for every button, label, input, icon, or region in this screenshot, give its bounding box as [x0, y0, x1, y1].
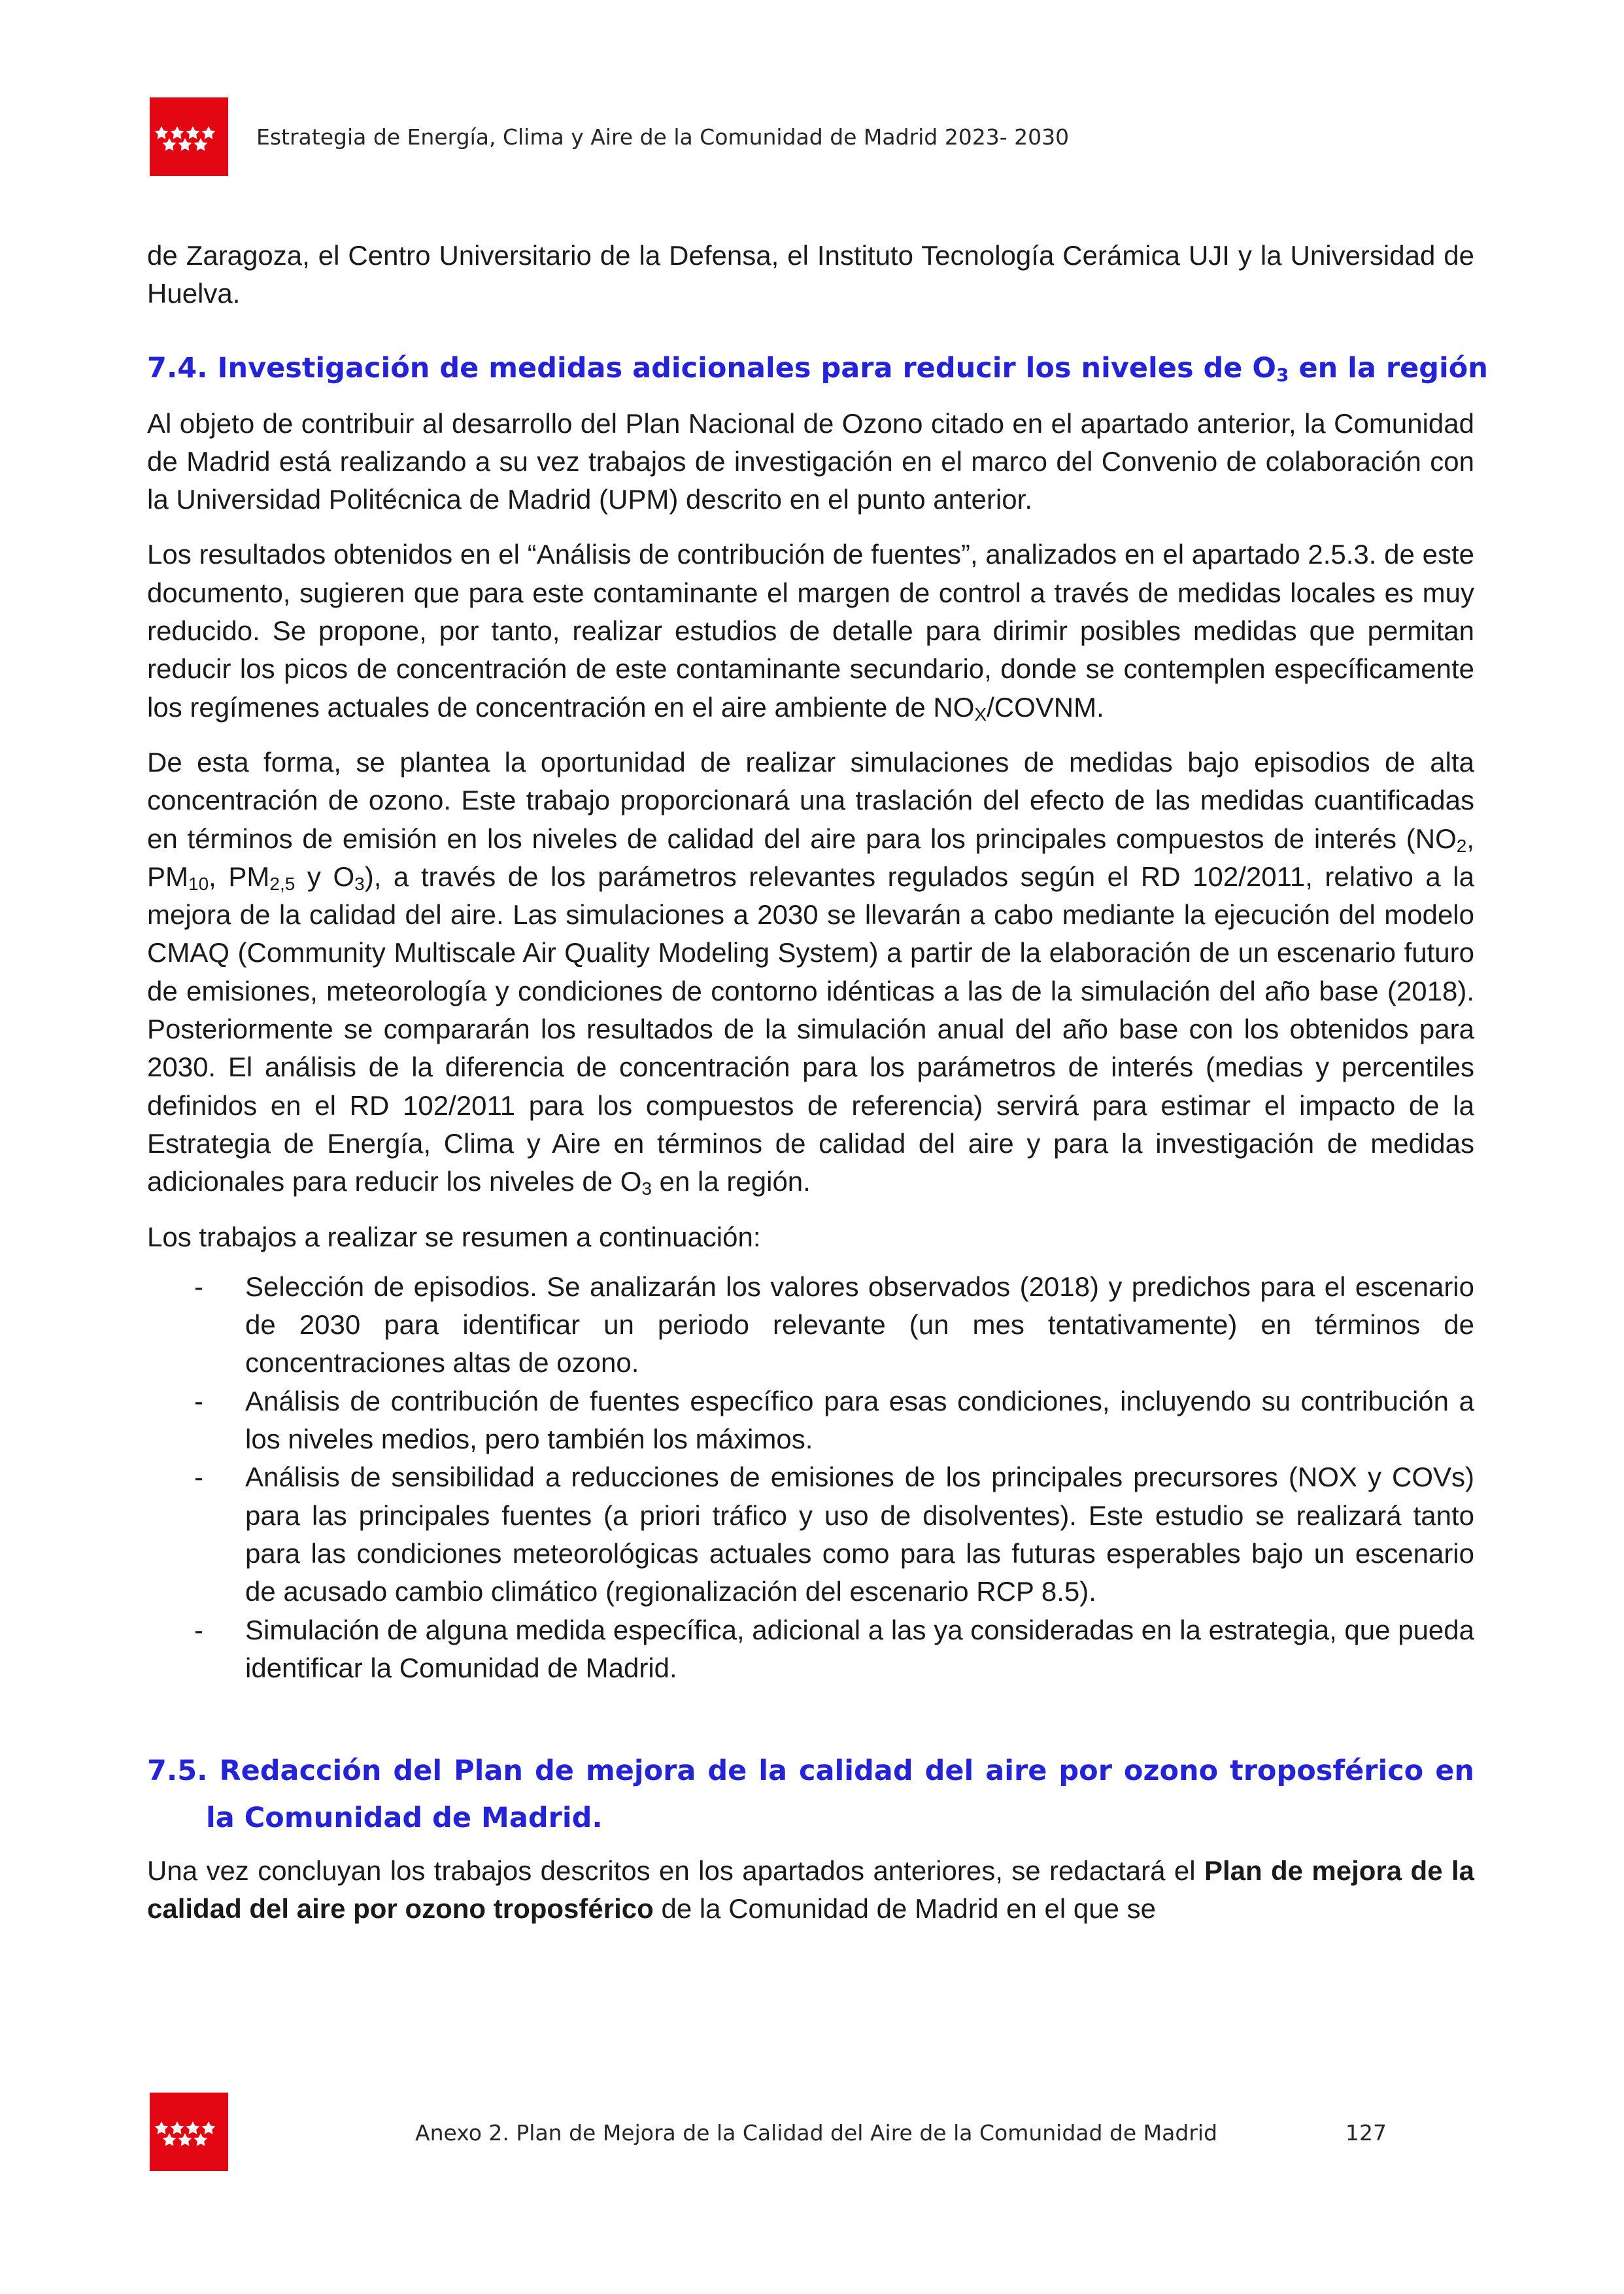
- section-7-4-paragraph-4: Los trabajos a realizar se resumen a continuación:: [147, 1221, 761, 1252]
- section-7-4-heading: 7.4. Investigación de medidas adicionales para reducir los niveles de $O_3$ en la región: [147, 351, 1488, 386]
- seven-stars-icon: [150, 97, 228, 176]
- list-item: - Análisis de sensibilidad a reducciones de emisiones de los principales precursores (NOX y COVs) para las principales fuentes (a priori tráfico y uso de disolventes). Este estudio se realizará tanto para las condiciones meteorológicas actuales como para las futuras esperables bajo un escenario de acusado cambio climático (regionalización del escenario RCP 8.5).: [147, 1458, 1474, 1611]
- work-items-list: [147, 1268, 1474, 1687]
- list-dash-marker: -: [194, 1462, 203, 1493]
- document-header-title: Estrategia de Energía, Clima y Aire de la Comunidad de Madrid 2023- 2030: [256, 124, 1070, 150]
- section-7-4-paragraph-2: Los resultados obtenidos en el “Análisis de contribución de fuentes”, analizados en el apartado 2.5.3. de este documento, sugieren que para este contaminante el margen de control a través de medidas locales es muy reducido. Se propone, por tanto, realizar estudios de detalle para dirimir posibles medidas que permitan reducir los picos de concentración de este contaminante secundario, donde se contemplen específicamente los regímenes actuales de concentración en el aire ambiente de $NO_X$/COVNM.: [147, 539, 1474, 725]
- section-7-4-paragraph-1: Al objeto de contribuir al desarrollo del Plan Nacional de Ozono citado en el apartado anterior, la Comunidad de Madrid está realizando a su vez trabajos de investigación en el marco del Convenio de colaboración con la Universidad Politécnica de Madrid (UPM) descrito en el punto anterior.: [147, 407, 1474, 515]
- section-7-5-paragraph-1: Una vez concluyan los trabajos descritos en los apartados anteriores, se redactará el Plan de mejora de la calidad del aire por ozono troposférico de la Comunidad de Madrid en el que se: [147, 1855, 1474, 1925]
- footer-annex-title: Anexo 2. Plan de Mejora de la Calidad del Aire de la Comunidad de Madrid: [415, 2120, 1218, 2146]
- list-item: - Selección de episodios. Se analizarán los valores observados (2018) y predichos para el escenario de 2030 para identificar un periodo relevante (un mes tentativamente) en términos de concentraciones altas de ozono.: [147, 1268, 1474, 1382]
- section-7-4-paragraph-3: De esta forma, se plantea la oportunidad de realizar simulaciones de medidas bajo episodios de alta concentración de ozono. Este trabajo proporcionará una traslación del efecto de las medidas cuantificadas en términos de emisión en los niveles de calidad del aire para los principales compuestos de interés ($NO_2$, $PM_{10}$, $PM_{2,5}$ y $O_3$), a través de los parámetros relevantes regulados según el RD 102/2011, relativo a la mejora de la calidad del aire. Las simulaciones a 2030 se llevarán a cabo mediante la ejecución del modelo CMAQ (Community Multiscale Air Quality Modeling System) a partir de la elaboración de un escenario futuro de emisiones, meteorología y condiciones de contorno idénticas a las de la simulación del año base (2018). Posteriormente se compararán los resultados de la simulación anual del año base con los obtenidos para 2030. El análisis de la diferencia de concentración para los parámetros de interés (medias y percentiles definidos en el RD 102/2011 para los compuestos de referencia) servirá para estimar el impacto de la Estrategia de Energía, Clima y Aire en términos de calidad del aire y para la investigación de medidas adicionales para reducir los niveles de $O_3$ en la región.: [147, 746, 1474, 1199]
- comunidad-de-madrid-footer-logo-icon: [150, 2093, 228, 2171]
- page-content: [147, 237, 1488, 1945]
- list-item: - Simulación de alguna medida específica, adicional a las ya consideradas en la estrategia, que pueda identificar la Comunidad de Madrid.: [147, 1611, 1474, 1688]
- list-dash-marker: -: [194, 1271, 203, 1302]
- list-item: - Análisis de contribución de fuentes específico para esas condiciones, incluyendo su contribución a los niveles medios, pero también los máximos.: [147, 1382, 1474, 1459]
- intro-continuation-paragraph: de Zaragoza, el Centro Universitario de la Defensa, el Instituto Tecnología Cerámica UJI y la Universidad de Huelva.: [147, 240, 1474, 309]
- list-dash-marker: -: [194, 1614, 203, 1645]
- section-7-5-heading: 7.5. Redacción del Plan de mejora de la calidad del aire por ozono troposférico en la Comunidad de Madrid.: [147, 1755, 1474, 1835]
- seven-stars-icon: [150, 2093, 228, 2171]
- comunidad-de-madrid-logo-icon: [150, 97, 228, 176]
- list-dash-marker: -: [194, 1385, 203, 1416]
- page-number: 127: [1345, 2120, 1387, 2146]
